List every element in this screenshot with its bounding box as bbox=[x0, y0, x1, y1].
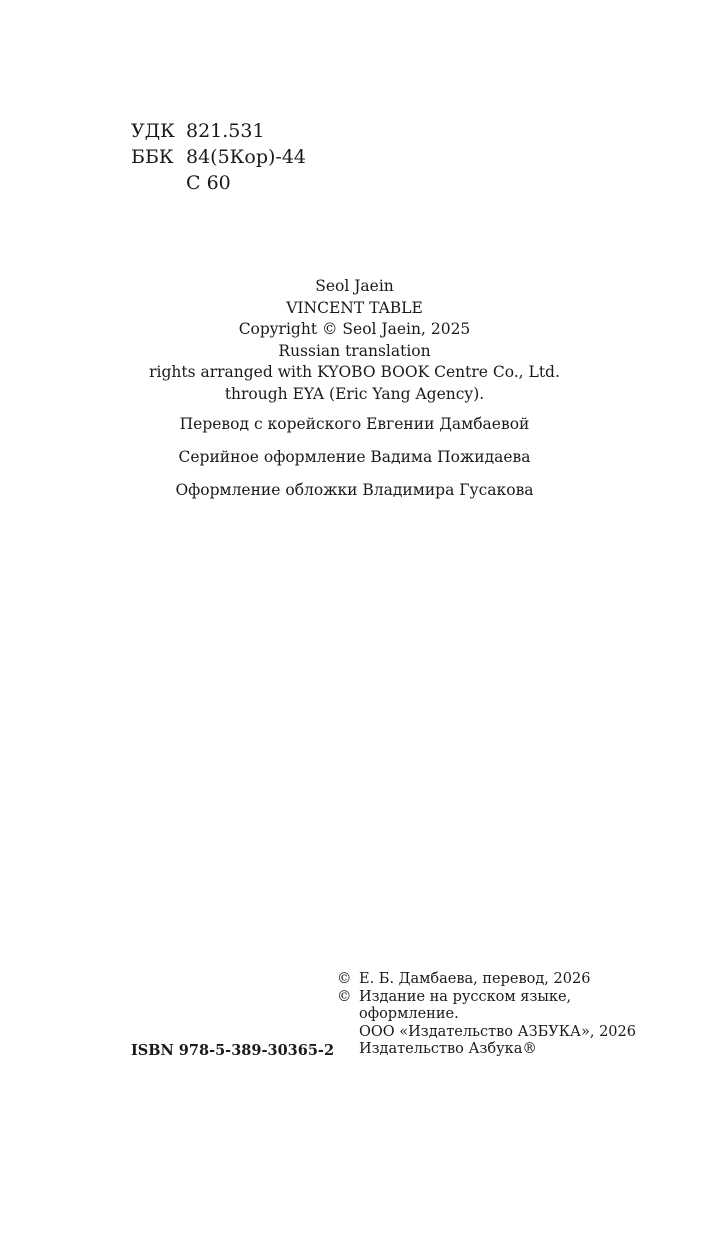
copyright-symbol bbox=[337, 1006, 359, 1024]
copyright-notices bbox=[337, 971, 636, 1059]
translation-copyright: Е. Б. Дамбаева, перевод, 2026 bbox=[359, 971, 591, 987]
translation-rights-line-1: Russian translation bbox=[278, 341, 431, 360]
copyright-symbol bbox=[337, 1041, 359, 1059]
copyright-row bbox=[337, 989, 636, 1007]
cover-design-credit: Оформление обложки Владимира Гусакова bbox=[175, 481, 534, 499]
author-mark-value: С 60 bbox=[186, 172, 231, 194]
isbn: ISBN 978-5-389-30365-2 bbox=[131, 1042, 335, 1059]
udk-row bbox=[131, 118, 306, 144]
publisher-name: ООО «Издательство АЗБУКА», 2026 bbox=[359, 1023, 636, 1040]
publisher-trademark: Издательство Азбука® bbox=[359, 1041, 537, 1058]
author-mark-label bbox=[131, 170, 186, 196]
bbk-value: 84(5Кор)-44 bbox=[186, 146, 306, 168]
author-mark-row bbox=[131, 170, 306, 196]
translation-rights-line-2: rights arranged with KYOBO BOOK Centre Co., Ltd. bbox=[149, 363, 560, 381]
copyright-row bbox=[337, 1006, 636, 1024]
series-design-credit: Серийное оформление Вадима Пожидаева bbox=[178, 448, 531, 466]
edition-copyright-line-1: Издание на русском языке, bbox=[359, 988, 572, 1005]
translation-rights-line-3: through EYA (Eric Yang Agency). bbox=[224, 384, 485, 403]
udk-value: 821.531 bbox=[186, 120, 265, 142]
bbk-row bbox=[131, 144, 306, 170]
original-title: VINCENT TABLE bbox=[286, 298, 423, 317]
copyright-row bbox=[337, 1041, 636, 1059]
copyright-symbol: © bbox=[337, 988, 352, 1005]
contributors bbox=[0, 413, 709, 512]
copyright-symbol bbox=[337, 1024, 359, 1042]
udk-label: УДК bbox=[131, 120, 175, 142]
copyright-row bbox=[337, 1024, 636, 1042]
translator-credit: Перевод с корейского Евгении Дамбаевой bbox=[179, 415, 530, 433]
edition-copyright-line-2: оформление. bbox=[359, 1006, 459, 1023]
original-copyright: Copyright © Seol Jaein, 2025 bbox=[238, 320, 471, 338]
copyright-symbol: © bbox=[337, 971, 352, 987]
copyright-row bbox=[337, 971, 636, 989]
original-author: Seol Jaein bbox=[315, 277, 394, 295]
bbk-label: ББК bbox=[131, 146, 174, 168]
original-credits bbox=[0, 276, 709, 405]
classification-codes bbox=[131, 118, 306, 196]
